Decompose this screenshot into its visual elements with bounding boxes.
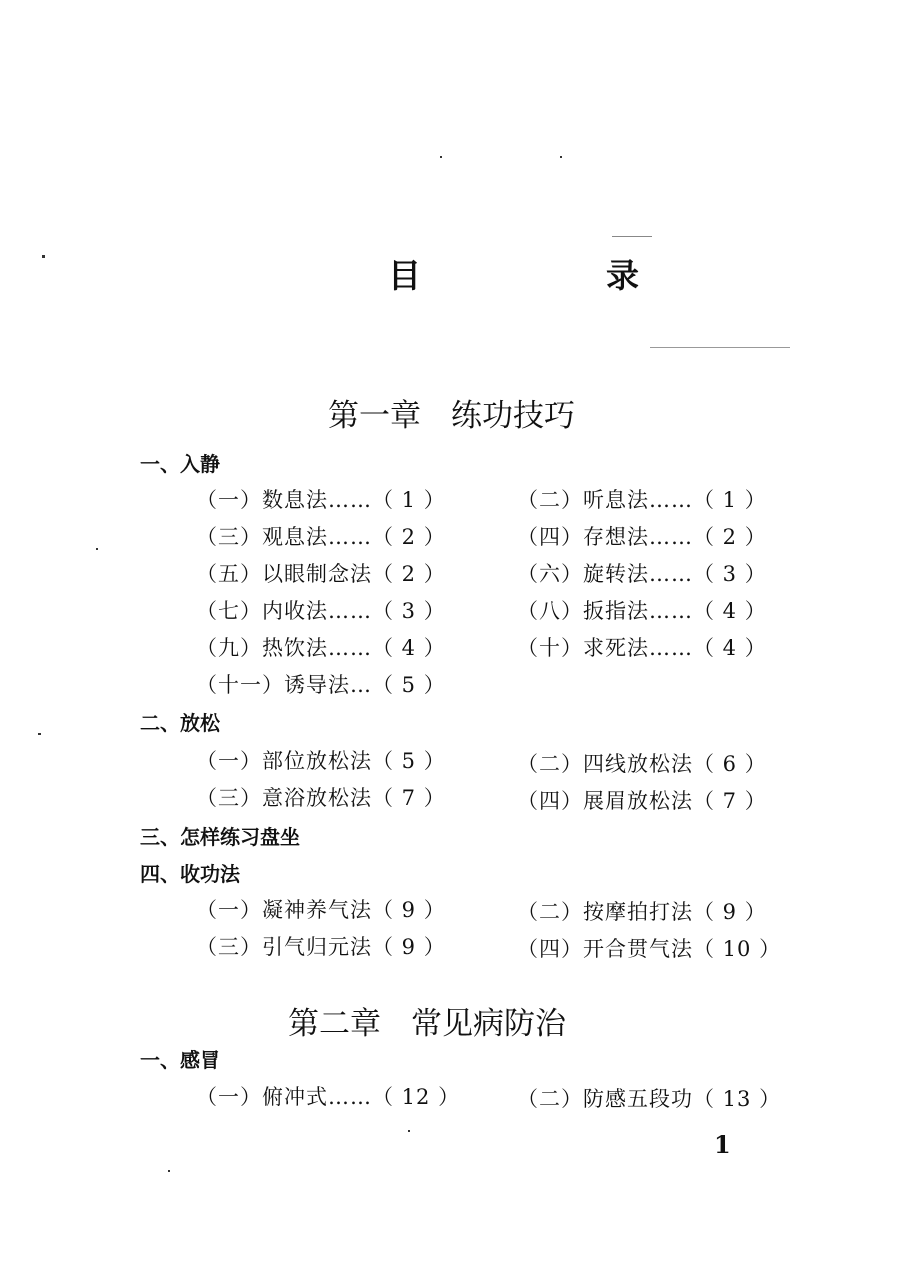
chapter-name: 常见病防治 bbox=[411, 1006, 566, 1042]
toc-entry: （二）四线放松法（ 6 ） bbox=[517, 752, 767, 776]
scan-speck bbox=[408, 1130, 410, 1132]
section-heading-rujing: 一、入静 bbox=[140, 452, 220, 476]
toc-entry: （一）凝神养气法（ 9 ） bbox=[196, 898, 446, 922]
scan-speck bbox=[42, 255, 45, 258]
toc-entry: （三）观息法……（ 2 ） bbox=[196, 525, 446, 549]
scan-speck bbox=[560, 156, 562, 158]
scan-speck bbox=[96, 548, 98, 550]
chapter-heading-1 bbox=[328, 390, 575, 435]
chapter-label: 第二章 bbox=[288, 1006, 381, 1042]
toc-entry: （八）扳指法……（ 4 ） bbox=[517, 599, 767, 623]
section-heading-shougong: 四、收功法 bbox=[140, 862, 240, 886]
toc-entry: （三）意浴放松法（ 7 ） bbox=[196, 786, 446, 810]
page-title: 目 录 bbox=[388, 256, 715, 295]
section-heading-panzuo: 三、怎样练习盘坐 bbox=[140, 825, 300, 849]
scan-speck bbox=[650, 347, 790, 348]
toc-entry: （一）俯冲式……（ 12 ） bbox=[196, 1085, 461, 1109]
toc-entry: （二）按摩拍打法（ 9 ） bbox=[517, 900, 767, 924]
section-heading-fangsong: 二、放松 bbox=[140, 711, 220, 735]
chapter-heading-2 bbox=[288, 998, 566, 1043]
section-heading-ganmao: 一、感冒 bbox=[140, 1048, 220, 1072]
toc-entry: （四）展眉放松法（ 7 ） bbox=[517, 789, 767, 813]
toc-entry: （四）存想法……（ 2 ） bbox=[517, 525, 767, 549]
toc-entry: （二）听息法……（ 1 ） bbox=[517, 488, 767, 512]
scan-speck bbox=[612, 236, 652, 237]
toc-entry: （十一）诱导法…（ 5 ） bbox=[196, 673, 446, 697]
toc-entry: （一）数息法……（ 1 ） bbox=[196, 488, 446, 512]
scan-speck bbox=[38, 733, 41, 735]
chapter-name: 练功技巧 bbox=[451, 398, 575, 434]
chapter-label: 第一章 bbox=[328, 398, 421, 434]
toc-entry: （七）内收法……（ 3 ） bbox=[196, 599, 446, 623]
scan-speck bbox=[440, 156, 442, 158]
toc-entry: （五）以眼制念法（ 2 ） bbox=[196, 562, 446, 586]
toc-entry: （二）防感五段功（ 13 ） bbox=[517, 1087, 782, 1111]
toc-entry: （九）热饮法……（ 4 ） bbox=[196, 636, 446, 660]
toc-entry: （一）部位放松法（ 5 ） bbox=[196, 749, 446, 773]
toc-entry: （四）开合贯气法（ 10 ） bbox=[517, 937, 782, 961]
page-number: 1 bbox=[714, 1130, 731, 1159]
scan-speck bbox=[168, 1170, 170, 1172]
toc-entry: （十）求死法……（ 4 ） bbox=[517, 636, 767, 660]
toc-entry: （三）引气归元法（ 9 ） bbox=[196, 935, 446, 959]
toc-entry: （六）旋转法……（ 3 ） bbox=[517, 562, 767, 586]
